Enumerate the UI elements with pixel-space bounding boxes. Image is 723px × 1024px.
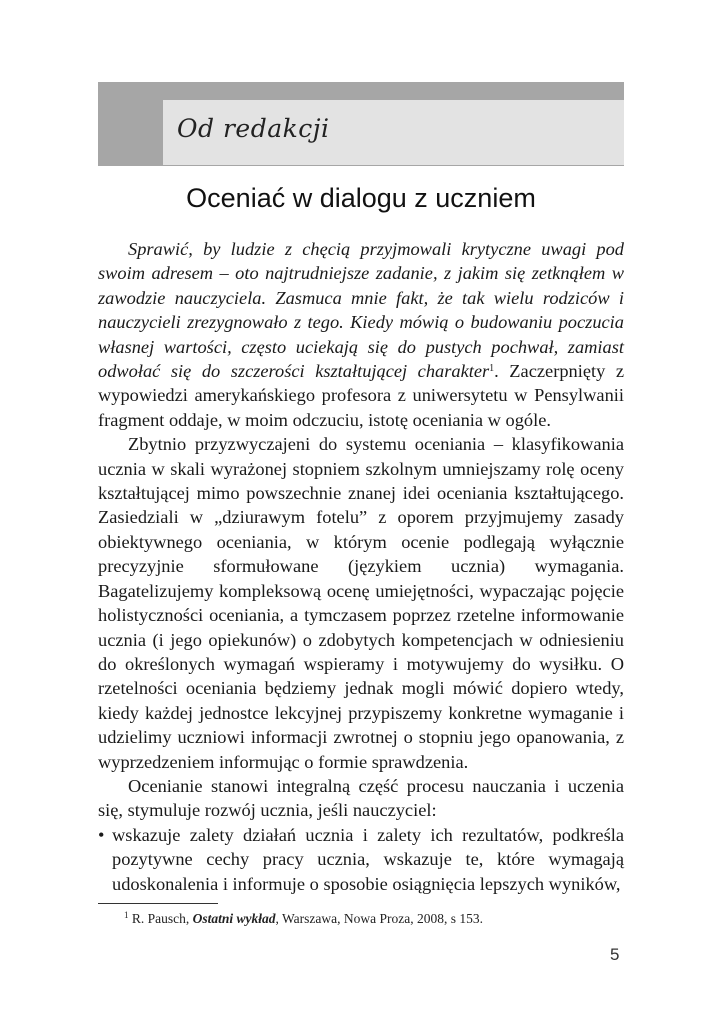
list-item [98,823,624,896]
list-item-text: wskazuje zalety działań ucznia i zalety ich rezultatów, podkreśla pozytywne cechy pracy ucznia, wskazuje te, które wymagają udoskonalenia i informuje o sposobie osiągnięcia lepszych wyników, [112,824,624,894]
paragraph-1 [98,237,624,432]
footnote [124,911,483,927]
article-title: Oceniać w dialogu z uczniem [186,183,536,213]
footnote-number: 1 [124,910,129,920]
section-label: Od redakcji [177,114,330,143]
section-header-box [163,100,624,165]
paragraph-2: Zbytnio przyzwyczajeni do systemu oceniania – klasyfikowania ucznia w skali wyrażonej stopniem szkolnym umniejszamy rolę oceny kształtującej mimo powszechnie znanej idei oceniania kształtującego. Zasiedziali w „dziurawym fotelu” z oporem przyjmujemy zasady obiektywnego oceniania, w którym ocenie podlegają wyłącznie precyzyjnie sformułowane (językiem ucznia) wymagania. Bagatelizujemy kompleksową ocenę umiejętności, wypaczając pojęcie holistyczności oceniania, a tymczasem poprzez rzetelne informowanie ucznia (i jego opiekunów) o zdobytych kompetencjach w odniesieniu do określonych wymagań wspieramy i motywujemy do wysiłku. O rzetelności oceniania będziemy jednak mogli mówić dopiero wtedy, kiedy każdej jednostce lekcyjnej przypiszemy konkretne wymaganie i udzielimy uczniowi informacji zwrotnej o stopniu jego opanowania, z wyprzedzeniem informując o formie sprawdzenia. [98,434,624,772]
article-body [98,237,624,896]
paragraph-1-rest: . Zaczerpnięty z wypowiedzi amerykańskiego profesora z uniwersytetu w Pensylwanii fragment oddaje, w moim odczuciu, istotę oceniania w ogóle. [98,361,624,430]
footnote-details: , Warszawa, Nowa Proza, 2008, s 153. [275,911,484,926]
page-number: 5 [610,945,620,964]
footnote-divider [98,903,218,904]
opening-quote: Sprawić, by ludzie z chęcią przyjmowali krytyczne uwagi pod swoim adresem – oto najtrudniejsze zadanie, z jakim się zetknąłem w zawodzie nauczyciela. Zasmuca mnie fakt, że tak wielu rodziców i nauczycieli zrezygnowało z tego. Kiedy mówią o budowaniu poczucia własnej wartości, często uciekają się do pustych pochwał, zamiast odwołać się do szczerości kształtującej charakter [98,239,624,382]
paragraph-3: Ocenianie stanowi integralną część procesu nauczania i uczenia się, stymuluje rozwój ucznia, jeśli nauczyciel: [98,775,624,821]
footnote-author: R. Pausch, [131,911,190,926]
footnote-reference: 1 [489,363,495,375]
bullet-marker: • [98,824,105,845]
footnote-book-title: Ostatni wykład [192,911,276,926]
